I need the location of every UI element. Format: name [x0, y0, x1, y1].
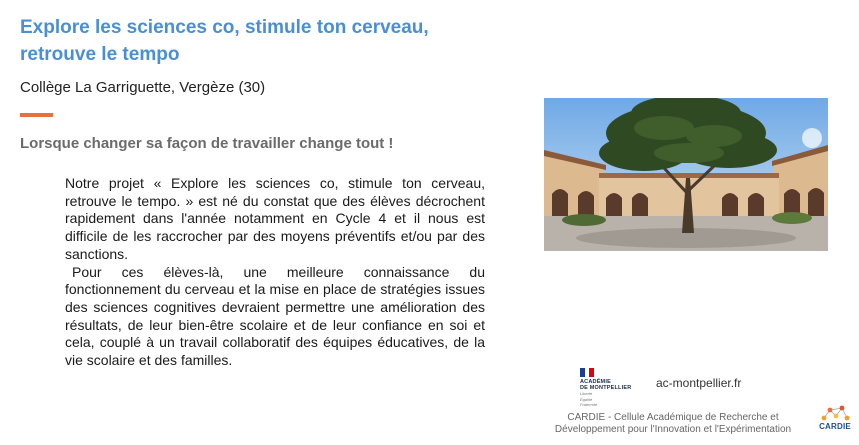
- cardie-logo: [814, 404, 856, 440]
- page-title: Explore les sciences co, stimule ton cerveau, retrouve le tempo: [20, 17, 429, 65]
- cardie-logo-text: CARDIE: [819, 422, 851, 431]
- site-url[interactable]: ac-montpellier.fr: [656, 376, 742, 390]
- academie-motto-line-3: Fraternité: [580, 402, 598, 407]
- cardie-caption: CARDIE - Cellule Académique de Recherche et Développement pour l'Innovation et l'Expérimentation: [554, 412, 792, 435]
- academie-motto-line-2: Égalité: [580, 396, 593, 402]
- project-description: [65, 175, 485, 370]
- college-courtyard-tree-photo: [544, 98, 828, 251]
- paragraph-1: Notre projet « Explore les sciences co, stimule ton cerveau, retrouve le tempo. » est né du constat que des élèves décrochent rapidement dans l'année notamment en Cycle 4 et il nous est difficile de les raccrocher par des moyens préventifs et/ou par des sanctions.: [65, 175, 485, 262]
- academie-name-line-2: DE MONTPELLIER: [580, 385, 632, 391]
- academie-montpellier-logo: [580, 368, 640, 407]
- academie-motto-line-1: Liberté: [580, 391, 593, 396]
- french-flag-icon: [580, 368, 594, 377]
- accent-divider: [20, 113, 53, 117]
- paragraph-2: Pour ces élèves-là, une meilleure connaissance du fonctionnement du cerveau et la mise en place de stratégies issues des sciences cognitives devraient permettre une amélioration des résultats, de leur bien-être scolaire et de leur confiance en soi et cela, couplé à un travail collaboratif des équipes éducatives, de la vie scolaire et des familles.: [65, 263, 485, 369]
- tagline: Lorsque changer sa façon de travailler change tout !: [20, 135, 394, 152]
- academie-name-line-1: ACADÉMIE: [580, 379, 611, 385]
- school-name: Collège La Garriguette, Vergèze (30): [20, 79, 266, 96]
